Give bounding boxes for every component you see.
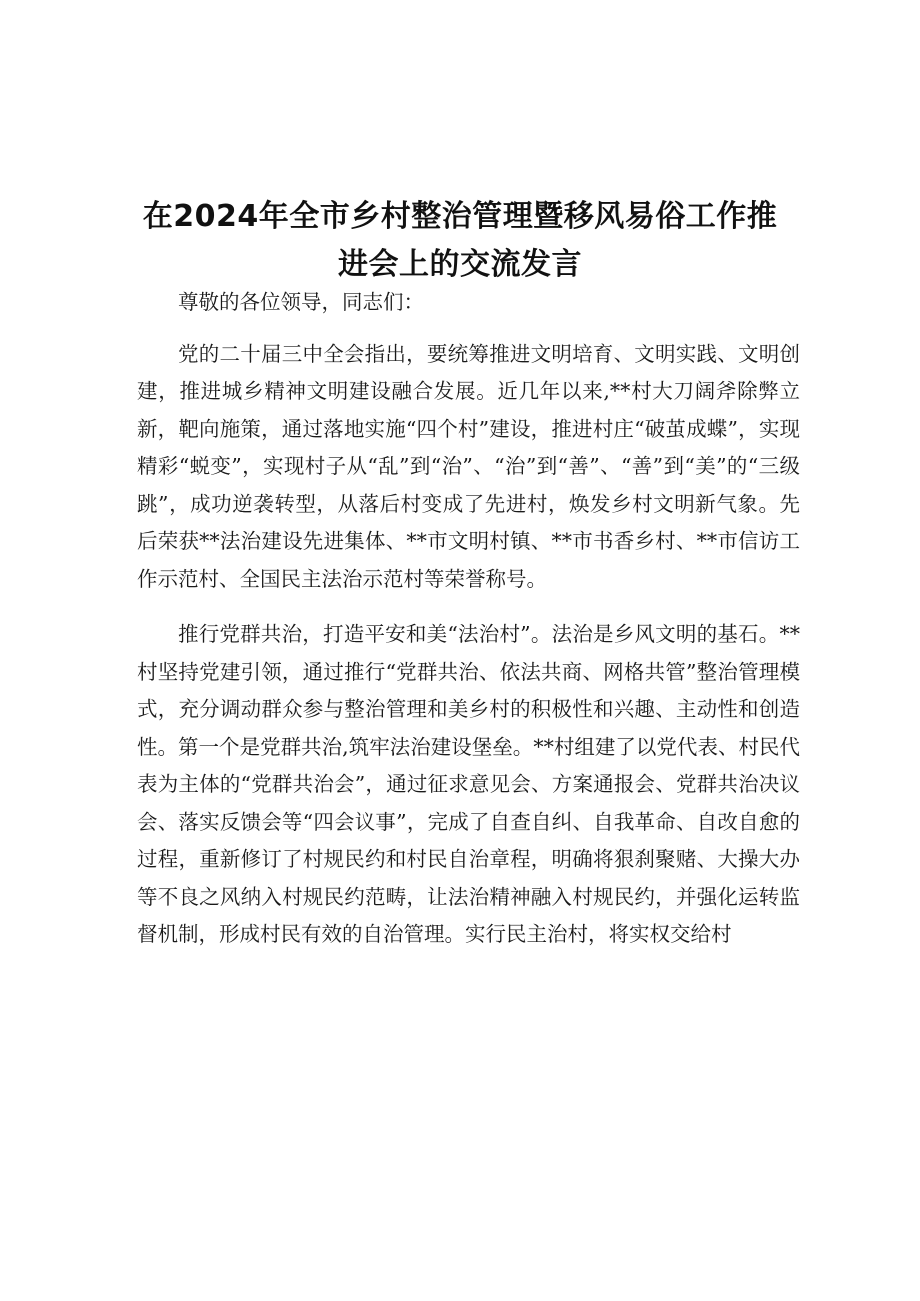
document-body [137,284,800,954]
paragraph-2: 推行党群共治，打造平安和美“法治村”。法治是乡风文明的基石。**村坚持党建引领，通过推行“党群共治、依法共商、网格共管”整治管理模式，充分调动群众参与整治管理和美乡村的积极性和兴趣、主动性和创造性。第一个是党群共治,筑牢法治建设堡垒。**村组建了以党代表、村民代表为主体的“党群共治会”，通过征求意见会、方案通报会、党群共治决议会、落实反馈会等“四会议事”，完成了自查自纠、自我革命、自改自愈的过程，重新修订了村规民约和村民自治章程，明确将狠刹聚赌、大操大办等不良之风纳入村规民约范畴，让法治精神融入村规民约，并强化运转监督机制，形成村民有效的自治管理。实行民主治村，将实权交给村 [137,622,800,946]
salutation: 尊敬的各位领导，同志们： [178,290,424,314]
title-line-2: 进会上的交流发言 [338,247,582,282]
paragraph-1: 党的二十届三中全会指出，要统筹推进文明培育、文明实践、文明创建，推进城乡精神文明建设融合发展。近几年以来,**村大刀阔斧除弊立新，靶向施策，通过落地实施“四个村”建设，推进村庄“破茧成蝶”，实现精彩“蜕变”，实现村子从“乱”到“治”、“治”到“善”、“善”到“美”的“三级跳”，成功逆袭转型，从落后村变成了先进村，焕发乡村文明新气象。先后荣获**法治建设先进集体、**市文明村镇、**市书香乡村、**市信访工作示范村、全国民主法治示范村等荣誉称号。 [137,341,800,591]
document-title [100,193,820,289]
title-line-1: 在2024年全市乡村整治管理暨移风易俗工作推 [142,199,778,234]
